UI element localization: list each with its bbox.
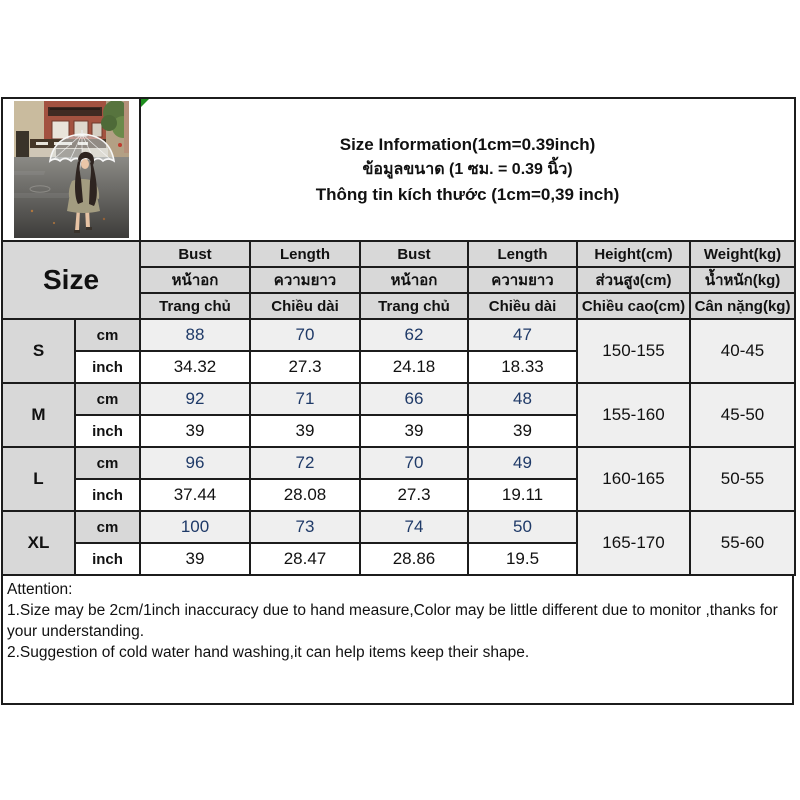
- col-bust2-th: หน้าอก: [360, 267, 468, 293]
- cell-s-bust2-inch: 24.18: [360, 351, 468, 383]
- col-length2-en: Length: [468, 241, 577, 267]
- cell-m-bust1-cm: 92: [140, 383, 250, 415]
- cell-xl-height: 165-170: [577, 511, 690, 575]
- col-length1-vi: Chiều dài: [250, 293, 360, 319]
- cell-xl-bust2-inch: 28.86: [360, 543, 468, 575]
- cell-l-bust2-inch: 27.3: [360, 479, 468, 511]
- size-m-label: M: [2, 383, 75, 447]
- cell-s-length1-inch: 27.3: [250, 351, 360, 383]
- col-bust1-th: หน้าอก: [140, 267, 250, 293]
- cell-s-weight: 40-45: [690, 319, 795, 383]
- cell-xl-length1-inch: 28.47: [250, 543, 360, 575]
- col-bust2-en: Bust: [360, 241, 468, 267]
- cell-m-weight: 45-50: [690, 383, 795, 447]
- unit-inch-label: inch: [75, 479, 140, 511]
- col-bust1-en: Bust: [140, 241, 250, 267]
- model-with-umbrella-illustration: [14, 101, 129, 238]
- size-l-label: L: [2, 447, 75, 511]
- cell-l-length2-inch: 19.11: [468, 479, 577, 511]
- size-s-label: S: [2, 319, 75, 383]
- cell-s-length2-inch: 18.33: [468, 351, 577, 383]
- unit-inch-label: inch: [75, 543, 140, 575]
- cell-s-bust1-inch: 34.32: [140, 351, 250, 383]
- cell-xl-length1-cm: 73: [250, 511, 360, 543]
- title-thai: ข้อมูลขนาด (1 ซม. = 0.39 นิ้ว): [362, 161, 573, 178]
- col-height-th: ส่วนสูง(cm): [577, 267, 690, 293]
- cell-s-length2-cm: 47: [468, 319, 577, 351]
- attention-heading: Attention:: [7, 581, 73, 598]
- col-weight-th: น้ำหนัก(kg): [690, 267, 795, 293]
- title-vietnamese: Thông tin kích thước (1cm=0,39 inch): [315, 185, 620, 204]
- cell-s-length1-cm: 70: [250, 319, 360, 351]
- cell-m-bust2-cm: 66: [360, 383, 468, 415]
- unit-cm-label: cm: [75, 447, 140, 479]
- col-height-en: Height(cm): [577, 241, 690, 267]
- cell-l-bust1-cm: 96: [140, 447, 250, 479]
- title-english: Size Information(1cm=0.39inch): [339, 135, 596, 154]
- unit-cm-label: cm: [75, 319, 140, 351]
- cell-m-length1-cm: 71: [250, 383, 360, 415]
- col-height-vi: Chiều cao(cm): [577, 293, 690, 319]
- cell-s-bust2-cm: 62: [360, 319, 468, 351]
- cell-m-length2-cm: 48: [468, 383, 577, 415]
- cell-l-weight: 50-55: [690, 447, 795, 511]
- col-bust1-vi: Trang chủ: [140, 293, 250, 319]
- unit-inch-label: inch: [75, 415, 140, 447]
- size-table: [1, 97, 796, 576]
- size-header: Size: [2, 241, 140, 319]
- cell-l-length1-cm: 72: [250, 447, 360, 479]
- cell-m-length1-inch: 39: [250, 415, 360, 447]
- cell-xl-bust1-cm: 100: [140, 511, 250, 543]
- col-length1-en: Length: [250, 241, 360, 267]
- cell-xl-weight: 55-60: [690, 511, 795, 575]
- col-length2-th: ความยาว: [468, 267, 577, 293]
- cell-m-height: 155-160: [577, 383, 690, 447]
- col-weight-vi: Cân nặng(kg): [690, 293, 795, 319]
- cell-s-height: 150-155: [577, 319, 690, 383]
- product-photo: [14, 101, 129, 238]
- col-bust2-vi: Trang chủ: [360, 293, 468, 319]
- cell-xl-bust2-cm: 74: [360, 511, 468, 543]
- size-xl-label: XL: [2, 511, 75, 575]
- cell-s-bust1-cm: 88: [140, 319, 250, 351]
- cell-l-length2-cm: 49: [468, 447, 577, 479]
- title-cell: [140, 98, 795, 241]
- product-photo-cell: [2, 98, 140, 241]
- cell-l-bust2-cm: 70: [360, 447, 468, 479]
- cell-xl-bust1-inch: 39: [140, 543, 250, 575]
- col-length2-vi: Chiều dài: [468, 293, 577, 319]
- col-length1-th: ความยาว: [250, 267, 360, 293]
- unit-inch-label: inch: [75, 351, 140, 383]
- cell-m-length2-inch: 39: [468, 415, 577, 447]
- attention-line-1: 1.Size may be 2cm/1inch inaccuracy due to hand measure,Color may be little different due to monitor ,thanks for your understanding.: [7, 602, 778, 640]
- cell-l-length1-inch: 28.08: [250, 479, 360, 511]
- cell-m-bust2-inch: 39: [360, 415, 468, 447]
- attention-note: [1, 574, 794, 705]
- cell-l-bust1-inch: 37.44: [140, 479, 250, 511]
- unit-cm-label: cm: [75, 511, 140, 543]
- unit-cm-label: cm: [75, 383, 140, 415]
- col-weight-en: Weight(kg): [690, 241, 795, 267]
- comment-marker-icon: [141, 99, 149, 107]
- size-chart-sheet: [1, 97, 794, 705]
- cell-l-height: 160-165: [577, 447, 690, 511]
- cell-xl-length2-cm: 50: [468, 511, 577, 543]
- cell-m-bust1-inch: 39: [140, 415, 250, 447]
- cell-xl-length2-inch: 19.5: [468, 543, 577, 575]
- attention-line-2: 2.Suggestion of cold water hand washing,it can help items keep their shape.: [7, 644, 530, 661]
